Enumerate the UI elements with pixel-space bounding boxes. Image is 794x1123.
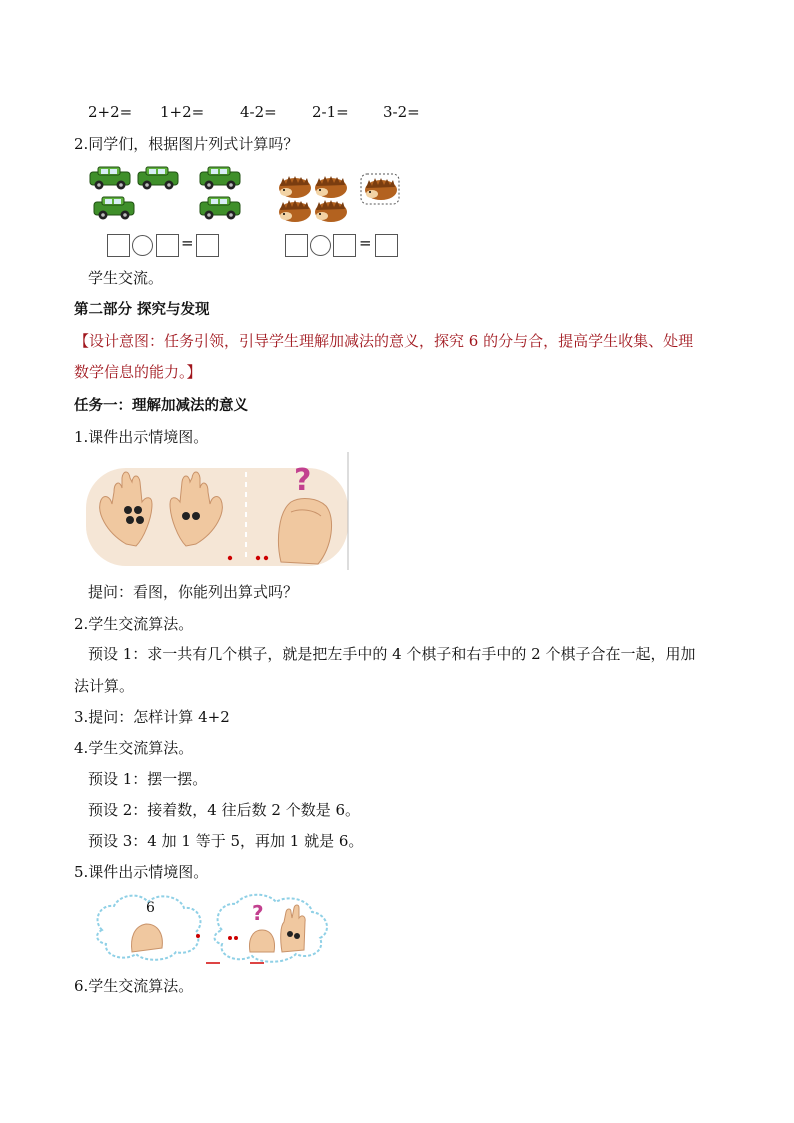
task-title: 任务一：理解加减法的意义 (74, 398, 248, 414)
step-6: 6.学生交流算法。 (74, 977, 194, 995)
question-mark-icon: ? (294, 463, 312, 498)
preset-1-line1: 预设 1：求一共有几个棋子，就是把左手中的 4 个棋子和右手中的 2 个棋子合在一起，用加 (88, 645, 696, 663)
equals-sign: = (181, 234, 194, 252)
equation-4: 2-1= (312, 103, 349, 121)
car-icon (94, 197, 134, 220)
preset-c: 预设 3：4 加 1 等于 5，再加 1 就是 6。 (88, 832, 364, 850)
step-5: 5.课件出示情境图。 (74, 863, 209, 881)
equation-1: 2+2= (88, 103, 133, 121)
preset-1-line2: 法计算。 (74, 677, 135, 695)
car-icon (200, 167, 240, 190)
question-2: 2.同学们，根据图片列式计算吗？ (74, 135, 299, 153)
equation-5: 3-2= (383, 103, 420, 121)
equation-2: 1+2= (160, 103, 205, 121)
question-mark-icon: ? (252, 901, 264, 925)
hedgehog-icon (365, 178, 397, 200)
hedgehog-icon (279, 176, 311, 198)
answer-box (285, 234, 308, 257)
design-intent-line1: 【设计意图：任务引领，引导学生理解加减法的意义，探究 6 的分与合，提高学生收集、处理 (74, 332, 694, 350)
step-2: 2.学生交流算法。 (74, 615, 194, 633)
student-exchange: 学生交流。 (88, 269, 164, 287)
clasped-hands-icon (278, 499, 331, 564)
car-icon (200, 197, 240, 220)
step-1: 1.课件出示情境图。 (74, 428, 209, 446)
answer-box (107, 234, 130, 257)
preset-a: 预设 1：摆一摆。 (88, 770, 208, 788)
step-3: 3.提问：怎样计算 4+2 (74, 708, 230, 726)
preset-b: 预设 2：接着数，4 往后数 2 个数是 6。 (88, 801, 361, 819)
equals-sign: = (359, 234, 372, 252)
design-intent-line2: 数学信息的能力。】 (74, 363, 202, 381)
hedgehogs-illustration (276, 172, 402, 228)
question-1: 提问：看图，你能列出算式吗？ (88, 583, 299, 601)
answer-box (375, 234, 398, 257)
operator-circle (310, 235, 331, 256)
answer-box (196, 234, 219, 257)
hedgehog-icon (315, 176, 347, 198)
hands-chess-illustration (86, 452, 350, 570)
clouds-hands-illustration (92, 890, 340, 966)
cloud-number: 6 (146, 900, 155, 916)
car-icon (138, 167, 178, 190)
fist-icon (250, 930, 275, 952)
cars-illustration (88, 162, 248, 224)
hedgehog-icon (279, 200, 311, 222)
car-icon (90, 167, 130, 190)
hedgehog-icon (315, 200, 347, 222)
equation-3: 4-2= (240, 103, 277, 121)
operator-circle (132, 235, 153, 256)
answer-box (156, 234, 179, 257)
step-4: 4.学生交流算法。 (74, 739, 194, 757)
section-title: 第二部分 探究与发现 (74, 302, 210, 318)
answer-box (333, 234, 356, 257)
